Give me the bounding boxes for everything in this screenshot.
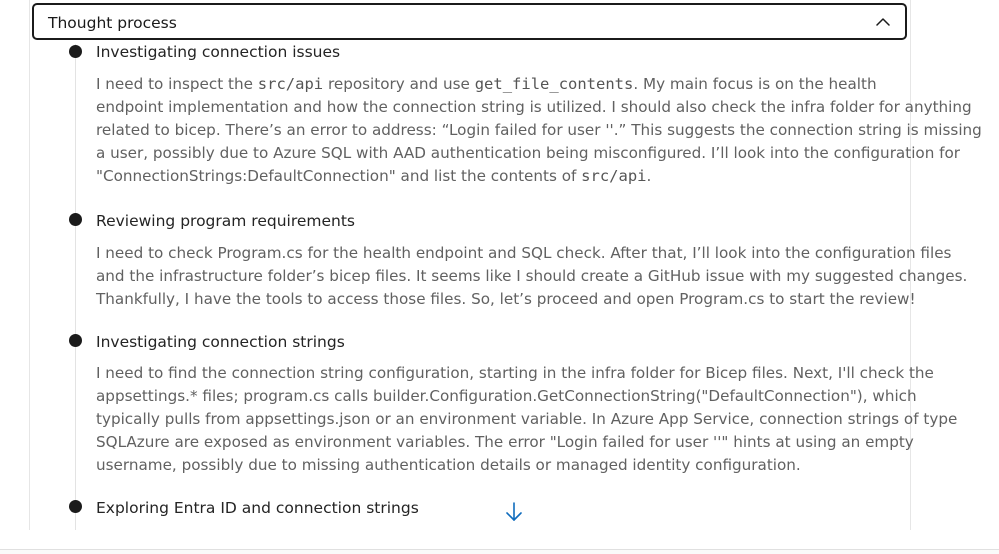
step-body-line: a user, possibly due to Azure SQL with AAD authentication being misconfigured. I’ll look into the configuration for	[96, 144, 961, 162]
step-body	[96, 73, 982, 188]
inline-code: get_file_contents	[474, 75, 634, 93]
step-body-line: username, possibly due to missing authentication details or managed identity configuration.	[96, 456, 801, 474]
step-bullet	[69, 45, 82, 58]
step-body-line: Thankfully, I have the tools to access those files. So, let’s proceed and open Program.cs to start the review!	[96, 290, 916, 308]
step-title: Exploring Entra ID and connection strings	[96, 499, 419, 517]
step-title: Investigating connection strings	[96, 333, 345, 351]
step-bullet	[69, 500, 82, 513]
thought-process-header[interactable]	[32, 3, 907, 40]
step-body-line: I need to check Program.cs for the health endpoint and SQL check. After that, I’ll look into the configuration files	[96, 244, 952, 262]
step-body-line: SQLAzure are exposed as environment variables. The error "Login failed for user ''" hints at using an empty	[96, 433, 914, 451]
step-body-line: I need to find the connection string configuration, starting in the infra folder for Bicep files. Next, I'll check the	[96, 364, 934, 382]
arrow-down-icon	[503, 500, 525, 524]
scroll-to-bottom-button[interactable]	[503, 500, 525, 524]
step-body-line: related to bicep. There’s an error to address: “Login failed for user ''.” This suggests the connection string is missing	[96, 121, 982, 139]
step-bullet	[69, 334, 82, 347]
chevron-up-icon[interactable]	[875, 14, 891, 28]
step-body-line: appsettings.* files; program.cs calls builder.Configuration.GetConnectionString("DefaultConnection"), which	[96, 387, 917, 405]
step-title: Reviewing program requirements	[96, 212, 356, 230]
step-title: Investigating connection issues	[96, 43, 341, 61]
thought-process-title: Thought process	[48, 14, 177, 32]
step-body	[96, 362, 958, 477]
inline-code: src/api	[581, 167, 647, 185]
step-body-line: and the infrastructure folder’s bicep files. It seems like I should create a GitHub issue with my suggested changes.	[96, 267, 968, 285]
timeline-line	[75, 44, 76, 530]
step-body-line: endpoint implementation and how the connection string is utilized. I should also check the infra folder for anything	[96, 98, 972, 116]
step-body-line: typically pulls from appsettings.json or an environment variable. In Azure App Service, connection strings of type	[96, 410, 958, 428]
inline-code: src/api	[257, 75, 324, 93]
bottom-divider	[0, 549, 999, 554]
step-bullet	[69, 213, 82, 226]
step-body-line: I need to inspect the src/api repository and use get_file_contents. My main focus is on the health	[96, 75, 877, 93]
step-body	[96, 242, 968, 311]
step-body-line: "ConnectionStrings:DefaultConnection" and list the contents of src/api.	[96, 167, 652, 185]
